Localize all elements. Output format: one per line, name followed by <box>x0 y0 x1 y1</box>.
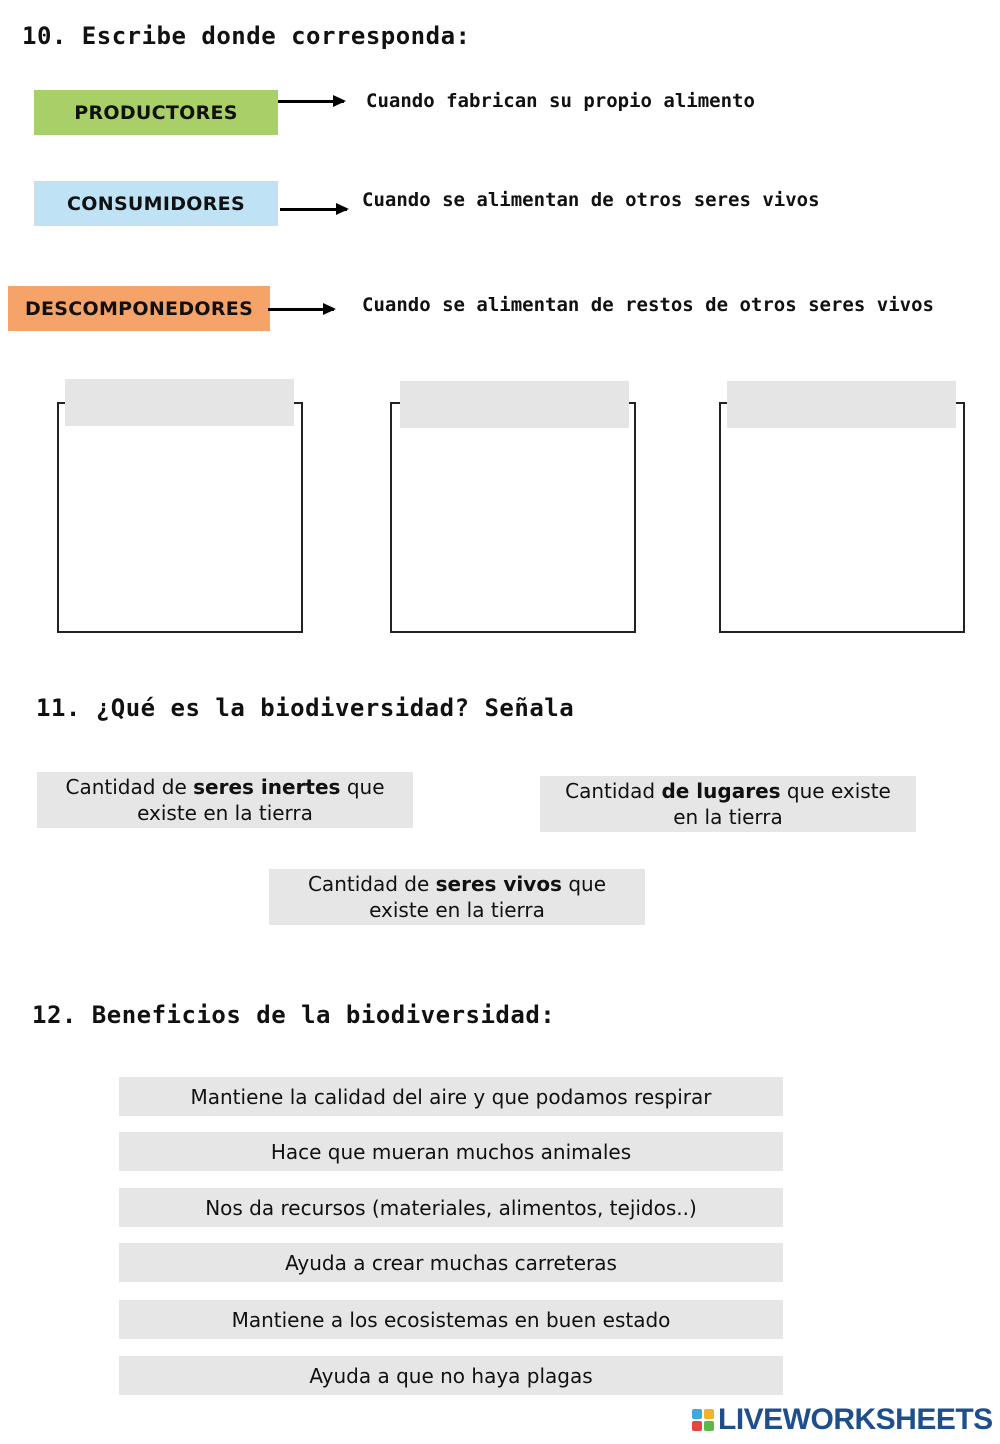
drop-box-1[interactable] <box>57 402 303 633</box>
option-text: Cantidad <box>565 779 662 803</box>
option-text: que <box>561 872 607 896</box>
logo-square <box>704 1421 714 1431</box>
section-10-title: 10. Escribe donde corresponda: <box>22 22 471 50</box>
definition-descomponedores: Cuando se alimentan de restos de otros seres vivos <box>362 294 934 316</box>
benefit-item[interactable]: Mantiene la calidad del aire y que podamos respirar <box>119 1077 783 1116</box>
option-bold-text: seres inertes <box>193 775 341 799</box>
option-text: que existe <box>780 779 891 803</box>
option-lugares[interactable] <box>540 776 916 832</box>
option-line-2: existe en la tierra <box>369 898 545 922</box>
option-bold-text: de lugares <box>661 779 781 803</box>
liveworksheets-logo-icon <box>692 1409 714 1431</box>
option-line-1 <box>65 774 384 800</box>
logo-square <box>692 1421 702 1431</box>
logo-square <box>704 1409 714 1419</box>
drop-slot-1[interactable] <box>65 379 294 426</box>
option-bold-text: seres vivos <box>435 872 562 896</box>
drop-box-3[interactable] <box>719 402 965 633</box>
arrow-icon <box>268 308 334 311</box>
benefit-item[interactable]: Ayuda a crear muchas carreteras <box>119 1243 783 1282</box>
brand-text: LIVEWORKSHEETS <box>718 1403 993 1436</box>
drop-box-2[interactable] <box>390 402 636 633</box>
benefit-item[interactable]: Mantiene a los ecosistemas en buen estado <box>119 1300 783 1339</box>
definition-productores: Cuando fabrican su propio alimento <box>366 90 755 112</box>
label-consumidores[interactable]: CONSUMIDORES <box>34 181 278 226</box>
benefit-item[interactable]: Nos da recursos (materiales, alimentos, tejidos..) <box>119 1188 783 1227</box>
option-line-2: en la tierra <box>673 805 783 829</box>
option-text: que <box>340 775 385 799</box>
benefit-item[interactable]: Hace que mueran muchos animales <box>119 1132 783 1171</box>
option-text: Cantidad de <box>307 872 436 896</box>
section-12-title: 12. Beneficios de la biodiversidad: <box>32 1001 556 1029</box>
label-productores[interactable]: PRODUCTORES <box>34 90 278 135</box>
logo-square <box>692 1409 702 1419</box>
option-line-2: existe en la tierra <box>137 801 313 825</box>
arrow-icon <box>280 208 347 211</box>
arrow-icon <box>278 100 344 103</box>
option-line-1 <box>565 778 891 804</box>
label-descomponedores[interactable]: DESCOMPONEDORES <box>8 286 270 331</box>
section-11-title: 11. ¿Qué es la biodiversidad? Señala <box>36 694 575 722</box>
option-text: Cantidad de <box>65 775 194 799</box>
definition-consumidores: Cuando se alimentan de otros seres vivos <box>362 189 820 211</box>
option-seres-vivos[interactable] <box>269 869 645 925</box>
drop-slot-3[interactable] <box>727 381 956 428</box>
option-seres-inertes[interactable] <box>37 772 413 828</box>
option-line-1 <box>308 871 606 897</box>
liveworksheets-logo[interactable] <box>692 1403 993 1437</box>
benefit-item[interactable]: Ayuda a que no haya plagas <box>119 1356 783 1395</box>
drop-slot-2[interactable] <box>400 381 629 428</box>
